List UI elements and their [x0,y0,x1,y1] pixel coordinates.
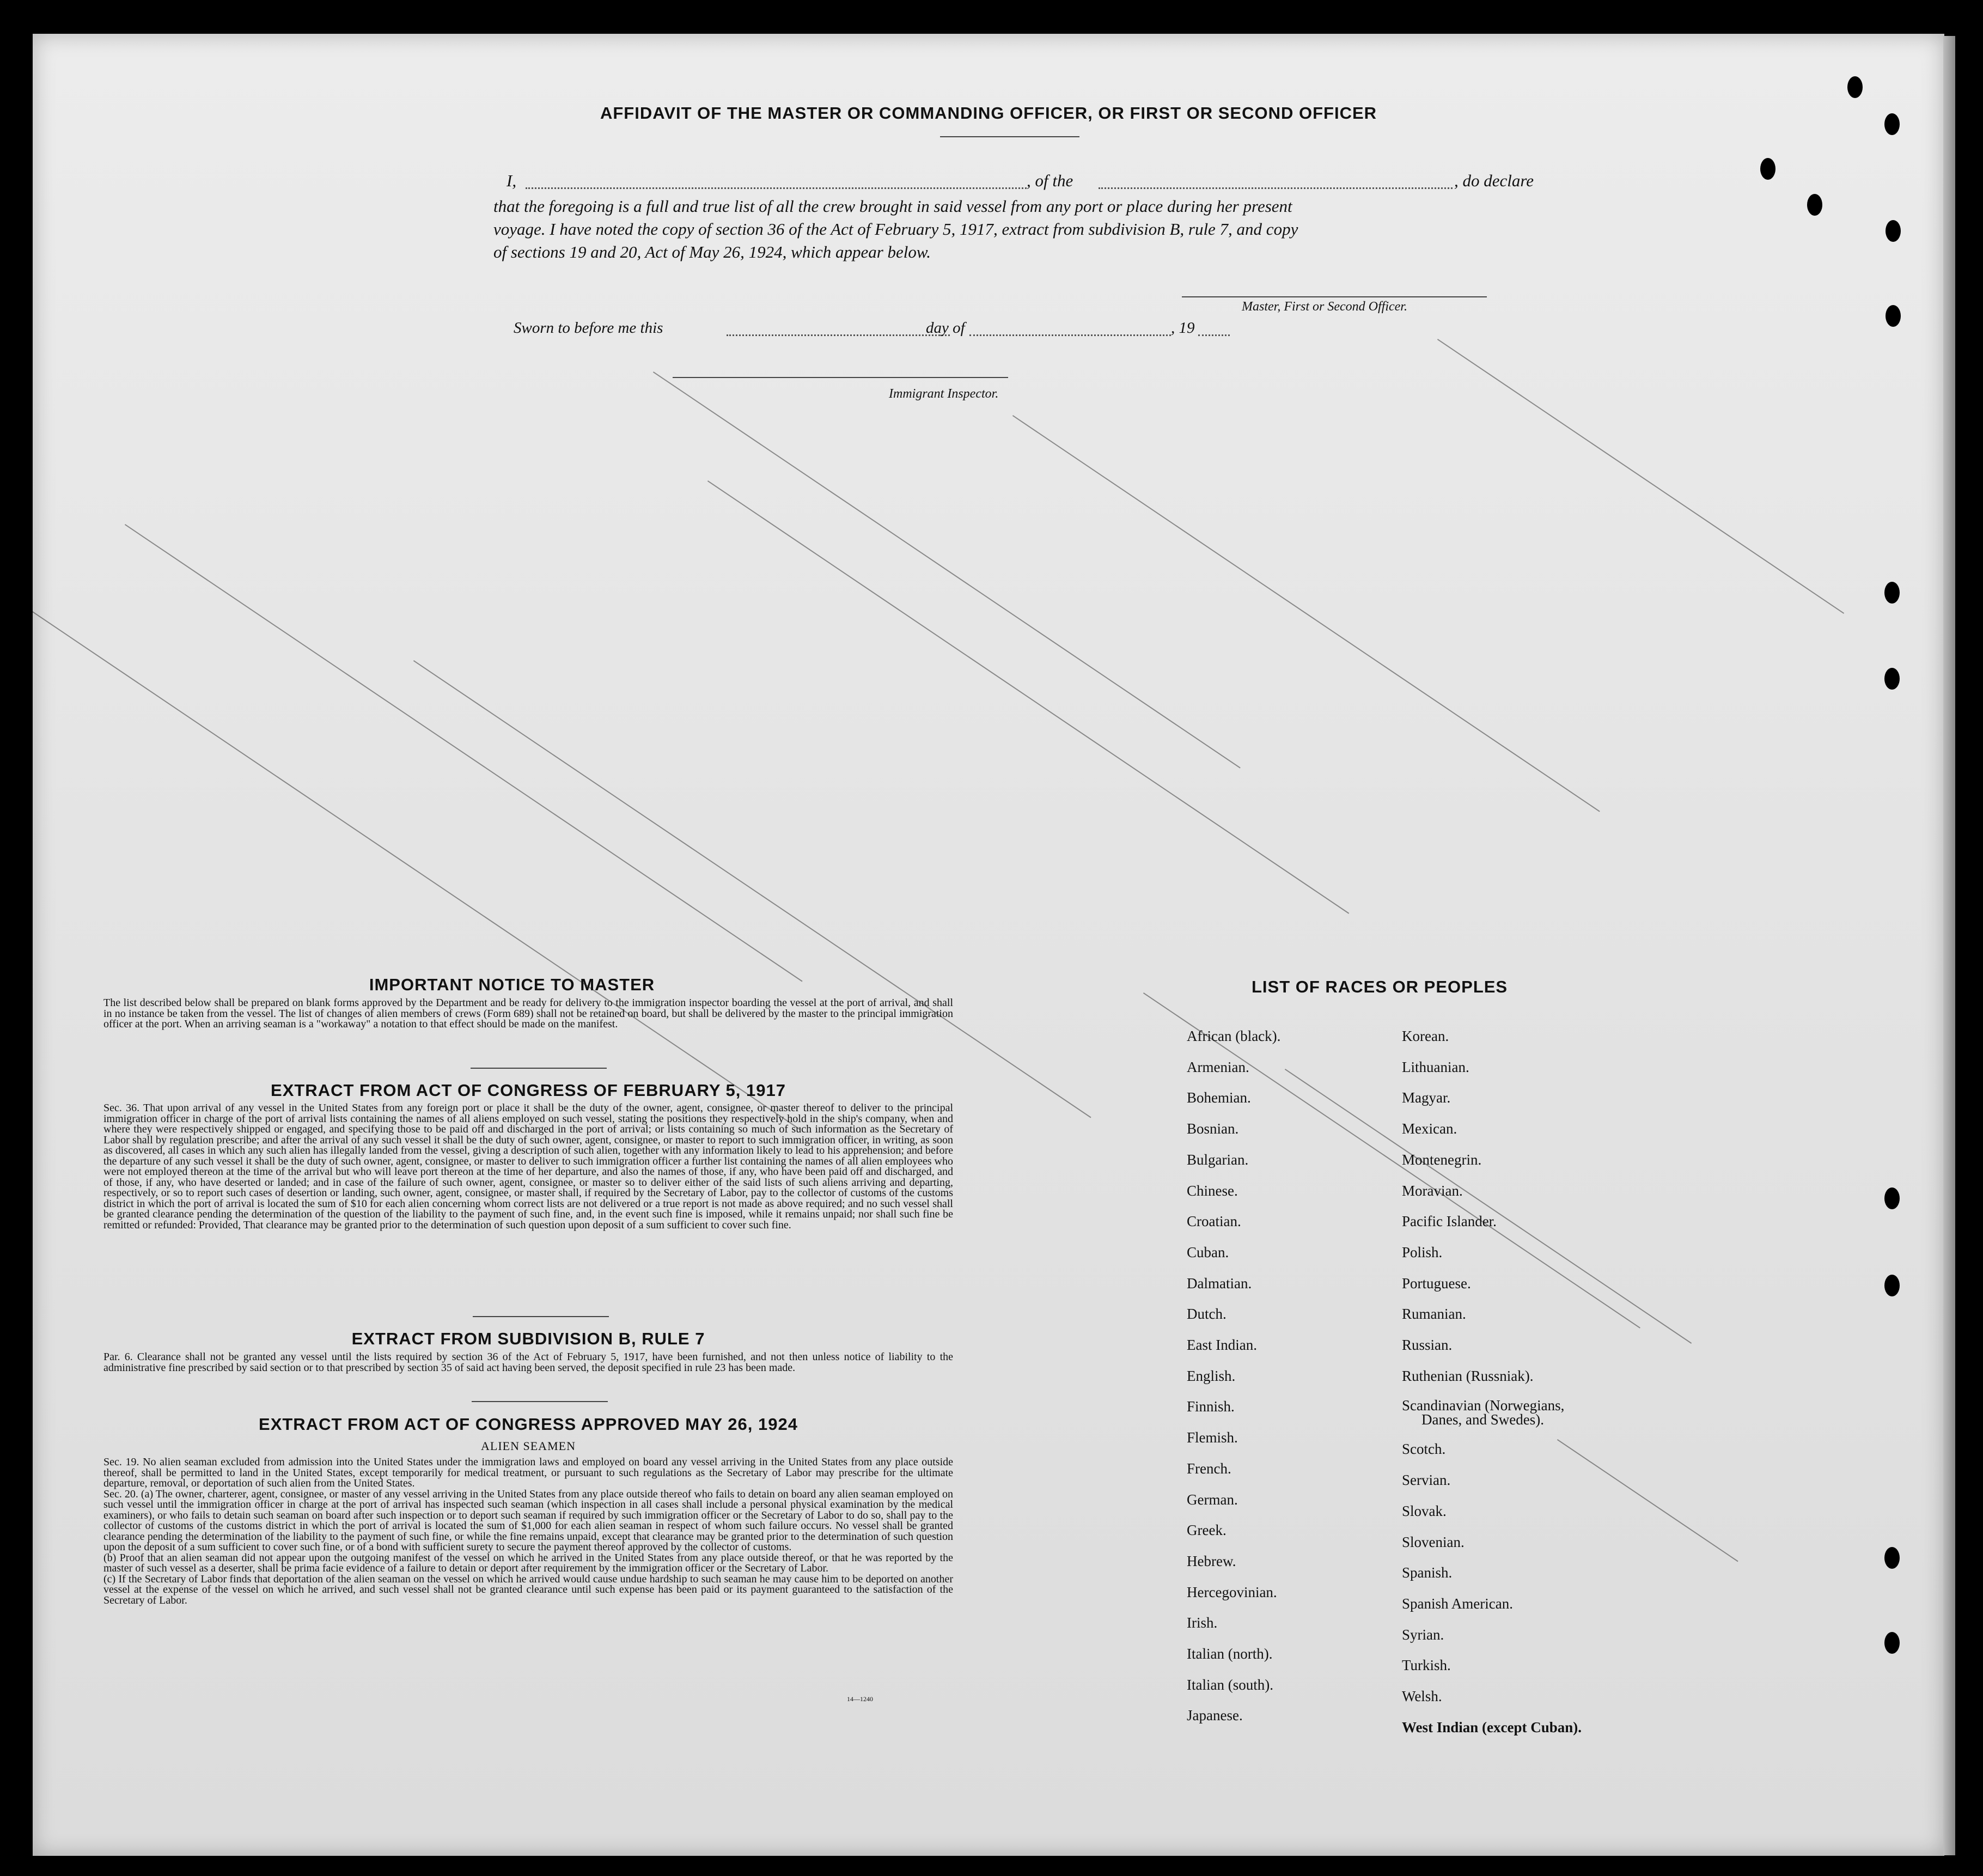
race-item: Irish. [1187,1615,1218,1631]
race-item-continued: Danes, and Swedes). [1421,1411,1544,1428]
binder-hole [1886,220,1901,242]
binder-hole [1760,158,1775,180]
race-item: Moravian. [1402,1182,1463,1199]
inspector-signature-label: Immigrant Inspector. [889,387,999,401]
binder-hole [1884,113,1900,135]
binder-hole [1884,582,1900,604]
affidavit-line-3: voyage. I have noted the copy of section 36 of the Act of February 5, 1917, extract from subdivision B, rule 7, and copy [493,220,1298,239]
race-item: Flemish. [1187,1429,1238,1446]
race-item: Turkish. [1402,1657,1451,1674]
sec20a-text: Sec. 20. (a) The owner, charterer, agent, consignee, or master of any vessel arriving in the United States from any place outside thereof who fails to detain on board any alien seaman employed on such vessel until the immigration officer in charge at the port of arrival has inspected such seaman (which inspection in all cases shall include a personal physical examination by the medical examiners), or who fails to detain such seaman on board after such inspection or to deport such seaman if required by such immigration officer or the Secretary of Labor to do so, shall pay to the collector of customs of the customs district in which the port of arrival is located the sum of $1,000 for each alien seaman in respect of whom such failure occurs. No vessel shall be granted clearance pending the determination of the liability to the payment of such fine, or while the fine remains unpaid, except that clearance may be granted prior to the determination of such question upon the deposit of a sum sufficient to cover such fine, or of a bond with sufficient surety to secure the payment thereof approved by the collector of customs. [103,1488,953,1553]
race-item: Dutch. [1187,1306,1227,1323]
binder-hole [1884,1632,1900,1654]
diagonal-scan-line [125,524,803,982]
affidavit-i: I, [507,171,517,190]
master-signature-line [1182,296,1487,297]
page-stack-edge [1943,36,1955,1855]
extract-1917-text: Sec. 36. That upon arrival of any vessel in the United States from any foreign port or place it shall be the duty of the owner, agent, consignee, or master thereof to deliver to the principal immigration officer in charge of the port of arrival lists containing the names of all aliens employed on such vessel, stating the positions they respectively hold in the ship's company, when and where they were respectively shipped or engaged, and specifying those to be paid off and discharged in the port of arrival; or lists containing so much of such information as the Secretary of Labor shall by regulation prescribe; and after the arrival of any such vessel it shall be the duty of such owner, agent, consignee, or master to report to such immigration officer, in writing, as soon as discovered, all cases in which any such alien has illegally landed from the vessel, giving a description of such alien, together with any information likely to lead to his apprehension; and before the departure of any such vessel it shall be the duty of such owner, agent, consignee, or master to deliver to such immigration officer a further list containing the names of all alien employees who were not employed thereon at the time of the arrival but who will leave port thereon at the time of her departure, and also the names of those, if any, who have been paid off and discharged, and of those, if any, who have deserted or landed; and in case of the failure of such owner, agent, consignee, or master so to deliver either of the said lists of such aliens arriving and departing, respectively, or so to report such cases of desertion or landing, such owner, agent, consignee, or master shall, if required by the Secretary of Labor, pay to the collector of customs of the customs district in which the port of arrival is located the sum of $10 for each alien concerning whom correct lists are not delivered or a true report is not made as above required; and no such vessel shall be granted clearance pending the determination of the question of the liability to the payment of such fine, and, in the event such fine is imposed, while it remains unpaid; nor shall such fine be remitted or refunded: Provided, That clearance may be granted prior to the determination of such question upon deposit of a sum sufficient to cover such fine. [103,1102,953,1231]
race-item: Portuguese. [1402,1275,1471,1292]
year-label: , 19 [1171,319,1195,337]
notice-heading: IMPORTANT NOTICE TO MASTER [369,975,655,994]
race-item: West Indian (except Cuban). [1402,1719,1582,1735]
extract-rule7-heading: EXTRACT FROM SUBDIVISION B, RULE 7 [351,1329,705,1348]
race-item: Welsh. [1402,1688,1442,1705]
race-item: Spanish. [1402,1564,1453,1581]
sworn-month-blank[interactable] [969,334,1171,336]
sec20c-text: (c) If the Secretary of Labor finds that deportation of the alien seaman on the vessel on which he arrived would cause undue hardship to such seaman he may cause him to be deported on another vessel at the expense of the vessel on which he arrived, and such vessel shall not be granted clearance until such expense has been paid or its payment guaranteed to the satisfaction of the Secretary of Labor. [103,1573,953,1606]
race-item: Bulgarian. [1187,1151,1249,1168]
affidavit-heading: AFFIDAVIT OF THE MASTER OR COMMANDING OFFICER, OR FIRST OR SECOND OFFICER [600,103,1377,123]
document-page [33,34,1944,1856]
race-item: Spanish American. [1402,1595,1513,1612]
races-heading: LIST OF RACES OR PEOPLES [1252,977,1508,996]
race-item: Rumanian. [1402,1306,1466,1323]
sworn-label: Sworn to before me this [514,319,663,337]
races-column-1 [1187,1021,1280,1731]
race-item: Greek. [1187,1522,1227,1539]
race-item: Pacific Islander. [1402,1213,1497,1230]
section-divider [472,1401,608,1402]
race-item: Ruthenian (Russniak). [1402,1367,1534,1384]
inspector-signature-line [673,377,1008,378]
section-divider [471,1068,607,1069]
section-divider [473,1316,609,1317]
sec19-text: Sec. 19. No alien seaman excluded from admission into the United States under the immigration laws and employed on board any vessel arriving in the United States from any place outside thereof, shall be permitted to land in the United States, except temporarily for medical treatment, or pursuant to such regulations as the Secretary of Labor may prescribe for the ultimate departure, removal, or deportation of such alien from the United States. [103,1456,953,1489]
binder-hole [1884,1547,1900,1569]
race-item: Magyar. [1402,1089,1451,1106]
alien-seamen-subheading: ALIEN SEAMEN [481,1439,576,1453]
extract-1917-heading: EXTRACT FROM ACT OF CONGRESS OF FEBRUARY 5, 1917 [271,1081,786,1100]
race-item: Scandinavian (Norwegians, [1402,1397,1565,1414]
race-item: Croatian. [1187,1213,1241,1230]
affidavit-of-the: , of the [1027,171,1073,190]
race-item: Servian. [1402,1472,1451,1489]
race-item: Cuban. [1187,1244,1229,1260]
race-item: Russian. [1402,1337,1453,1354]
extract-rule7-text: Par. 6. Clearance shall not be granted any vessel until the lists required by section 36 of the Act of February 5, 1917, have been furnished, and not then unless notice of liability to the administrative fine prescribed by said section or to that prescribed by section 35 of said act having been served, the deposit specified in rule 23 has been made. [103,1351,953,1374]
name-blank[interactable] [526,187,1027,189]
master-signature-label: Master, First or Second Officer. [1242,300,1407,314]
day-of-label: day of [926,319,965,337]
diagonal-scan-line [707,480,1349,914]
binder-hole [1884,1275,1900,1296]
race-item: Dalmatian. [1187,1275,1252,1292]
diagonal-scan-line [1437,339,1844,614]
race-item: French. [1187,1460,1231,1477]
diagonal-scan-line [653,371,1241,769]
affidavit-line-4: of sections 19 and 20, Act of May 26, 1924, which appear below. [493,242,931,261]
race-item: Montenegrin. [1402,1151,1482,1168]
race-item: Slovak. [1402,1502,1447,1519]
notice-text: The list described below shall be prepared on blank forms approved by the Department and be ready for delivery to the immigration inspector boarding the vessel at the port of arrival, and shall in no instance be taken from the vessel. The list of changes of alien members of crews (Form 689) shall not be retained on board, but shall be delivered by the master to the principal immigration officer at the port. When an arriving seaman is a "workaway" a notation to that effect should be made on the manifest. [103,997,953,1030]
race-item: Japanese. [1187,1707,1243,1724]
diagonal-scan-line [1557,1439,1738,1562]
race-item: Bohemian. [1187,1089,1251,1106]
heading-divider [940,136,1079,137]
diagonal-scan-line [33,611,800,1130]
race-item: Armenian. [1187,1058,1249,1075]
diagonal-scan-line [1012,415,1600,812]
race-item: Finnish. [1187,1398,1235,1415]
extract-1924-heading: EXTRACT FROM ACT OF CONGRESS APPROVED MAY 26, 1924 [259,1415,798,1434]
affidavit-declare: , do declare [1454,171,1534,190]
race-item: Hebrew. [1187,1552,1236,1569]
race-item: English. [1187,1367,1236,1384]
sworn-day-blank[interactable] [727,334,950,336]
race-item: African (black). [1187,1028,1281,1044]
binder-hole [1886,305,1901,327]
sworn-year-blank[interactable] [1198,334,1230,336]
race-item: East Indian. [1187,1337,1257,1354]
race-item: Italian (north). [1187,1646,1273,1662]
binder-hole [1884,1187,1900,1209]
binder-hole [1847,76,1863,98]
affidavit-line-2: that the foregoing is a full and true list of all the crew brought in said vessel from any port or place during her present [493,197,1292,216]
diagonal-scan-line [413,660,1091,1118]
race-item: Syrian. [1402,1626,1444,1643]
race-item: Hercegovinian. [1187,1583,1277,1600]
race-item: Slovenian. [1402,1533,1465,1550]
race-item: Korean. [1402,1028,1449,1044]
vessel-blank[interactable] [1099,187,1453,189]
binder-hole [1807,194,1822,216]
races-column-2 [1402,1021,1582,1743]
race-item: Chinese. [1187,1182,1238,1199]
race-item: Mexican. [1402,1120,1457,1137]
race-item: Scotch. [1402,1441,1446,1458]
form-number: 14—1240 [847,1695,873,1703]
race-item: German. [1187,1491,1238,1508]
race-item: Lithuanian. [1402,1058,1469,1075]
binder-hole [1884,668,1900,690]
race-item: Polish. [1402,1244,1443,1260]
race-item: Italian (south). [1187,1676,1273,1693]
race-item: Bosnian. [1187,1120,1239,1137]
sec20b-text: (b) Proof that an alien seaman did not appear upon the outgoing manifest of the vessel on which he arrived in the United States from any place outside thereof, or that he was reported by the master of such vessel as a deserter, shall be prima facie evidence of a failure to detain or deport after requirement by the immigration officer or the Secretary of Labor. [103,1551,953,1574]
